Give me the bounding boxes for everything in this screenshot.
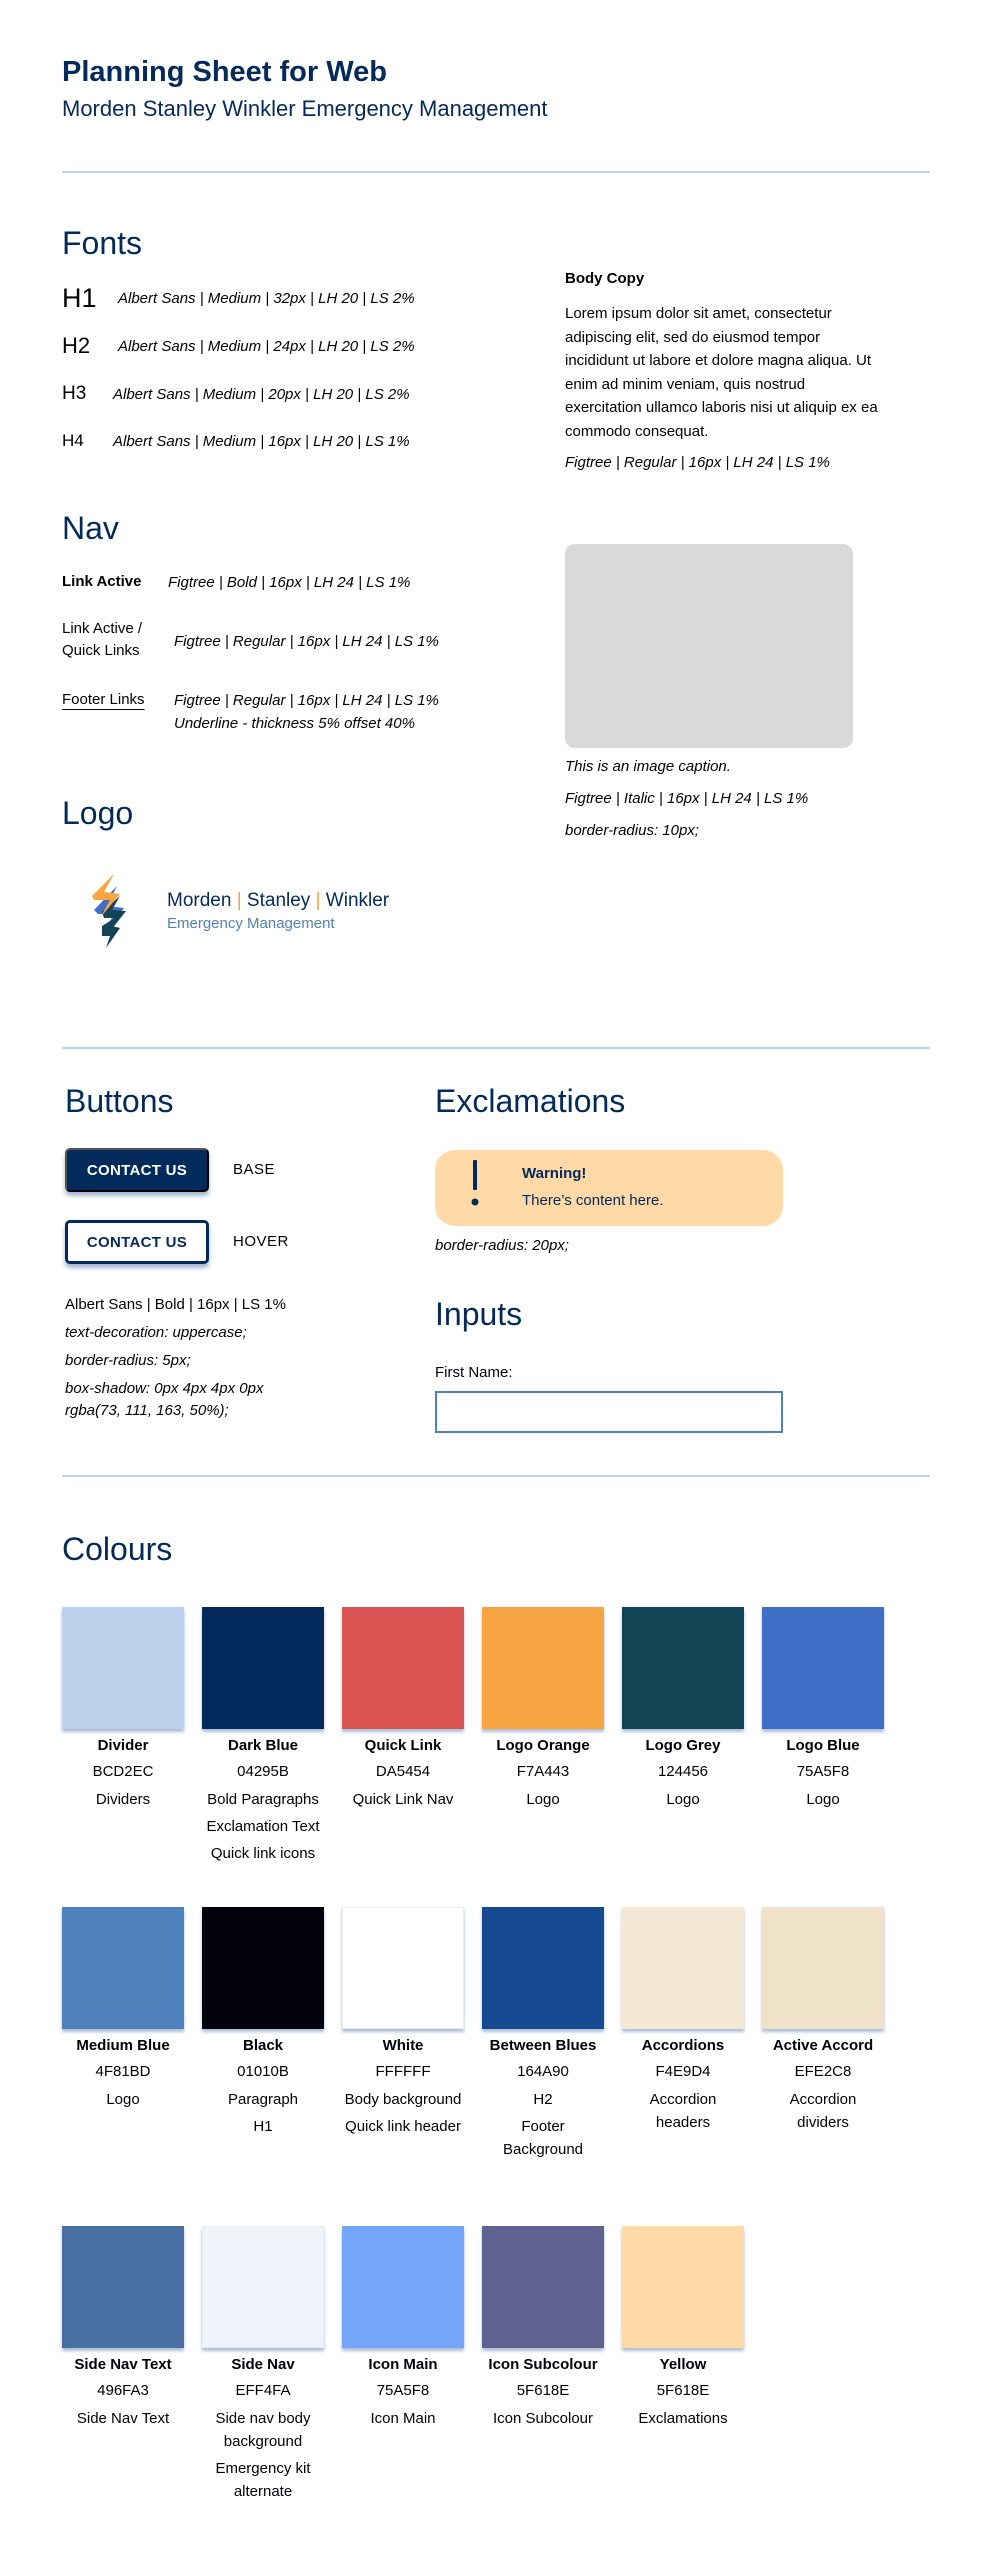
colour-hex: BCD2EC [92,1763,154,1780]
colour-swatch [202,1907,324,2142]
colour-uses [62,1788,184,1811]
colour-swatch [762,1907,884,2138]
colour-hex: F4E9D4 [655,2063,711,2080]
colour-uses [762,1788,884,1811]
colour-uses [62,2088,184,2111]
colour-name: Divider [97,1737,149,1754]
exclamations-heading: Exclamations [435,1083,626,1119]
colour-uses [342,2088,464,2138]
colour-uses [622,1788,744,1811]
colours-heading: Colours [62,1531,173,1567]
colour-hex: EFE2C8 [794,2063,852,2080]
colour-chip [622,2226,744,2348]
colour-uses [482,2088,604,2161]
colour-hex: 01010B [237,2063,289,2080]
contact-us-button-base[interactable]: CONTACT US [65,1148,209,1192]
logo-mark-icon [90,874,132,948]
nav-footer-links-spec-line: Underline - thickness 5% offset 40% [174,715,415,732]
colour-chip [622,1607,744,1729]
exclamation-icon [467,1158,483,1208]
colour-hex: 164A90 [517,2063,569,2080]
warning-text: There’s content here. [522,1192,664,1209]
nav-footer-links-label[interactable]: Footer Links [62,691,145,708]
warning-title: Warning! [522,1165,587,1182]
image-placeholder [565,544,853,748]
colour-swatch [622,1607,744,1815]
logo-tagline: Emergency Management [167,915,335,932]
colour-swatch [342,1607,464,1815]
colour-swatch [62,1907,184,2115]
colour-use: Side nav body background [215,2410,311,2450]
colour-chip [622,1907,744,2029]
colour-use: Footer Background [502,2118,584,2158]
colour-hex: 496FA3 [97,2382,149,2399]
colour-chip [62,1607,184,1729]
colour-hex: 5F618E [656,2382,710,2399]
colour-use: Body background [344,2091,462,2108]
first-name-input[interactable] [435,1391,783,1433]
colour-swatch [202,2226,324,2507]
colour-use: Logo [666,1791,700,1808]
first-name-label: First Name: [435,1364,513,1381]
colour-name: Icon Subcolour [488,2356,598,2373]
colour-name: Logo Blue [786,1737,860,1754]
colour-use: Logo [106,2091,140,2108]
colour-hex: EFF4FA [235,2382,291,2399]
colour-use: Exclamations [638,2410,728,2427]
colour-swatch [482,1907,604,2165]
colour-uses [482,2407,604,2430]
divider [62,1475,930,1477]
colour-chip [342,1907,464,2029]
colour-name: Side Nav Text [74,2356,172,2373]
nav-quick-links-spec: Figtree | Regular | 16px | LH 24 | LS 1% [174,633,439,650]
colour-name: White [382,2037,424,2054]
colour-chip [482,2226,604,2348]
colour-hex: FFFFFF [375,2063,431,2080]
font-tag: H2 [62,333,91,358]
colour-chip [762,1907,884,2029]
divider [62,171,930,173]
colour-use: Icon Main [370,2410,436,2427]
font-spec: Albert Sans | Medium | 24px | LH 20 | LS 2% [118,337,415,355]
colour-swatch [622,2226,744,2434]
colour-use: Quick Link Nav [352,1791,454,1808]
nav-link-active-label: Link Active [62,573,142,590]
colour-name: Between Blues [489,2037,597,2054]
colour-swatch [342,2226,464,2434]
button-spec-shadow-color: rgba(73, 111, 163, 50%); [65,1402,229,1419]
colour-chip [62,2226,184,2348]
button-spec-radius: border-radius: 5px; [65,1352,191,1369]
colour-hex: 5F618E [516,2382,570,2399]
nav-heading: Nav [62,510,119,546]
colour-use: Exclamation Text [206,1818,320,1835]
logo-separator: | [236,890,242,911]
nav-link-active-spec: Figtree | Bold | 16px | LH 24 | LS 1% [168,574,411,591]
colour-swatch [62,2226,184,2434]
colour-use: Emergency kit alternate [215,2460,311,2500]
colour-uses [62,2407,184,2430]
colour-chip [202,1907,324,2029]
colour-hex: 4F81BD [95,2063,151,2080]
colour-uses [762,2088,884,2134]
colour-chip [202,1607,324,1729]
colour-name: Quick Link [364,1737,442,1754]
page-title: Planning Sheet for Web [62,56,387,88]
colour-use: Icon Subcolour [492,2410,594,2427]
colour-name: Medium Blue [76,2037,170,2054]
colour-use: Side Nav Text [76,2410,170,2427]
colour-chip [62,1907,184,2029]
font-row-h2 [62,331,415,361]
colour-name: Black [242,2037,284,2054]
font-spec: Albert Sans | Medium | 16px | LH 20 | LS 1% [113,432,410,450]
buttons-heading: Buttons [65,1083,174,1119]
font-spec: Albert Sans | Medium | 32px | LH 20 | LS 2% [118,289,415,307]
warning-box [435,1150,783,1226]
colour-uses [202,2407,324,2503]
colour-swatch [342,1907,464,2142]
colour-chip [762,1607,884,1729]
colour-hex: 75A5F8 [796,1763,850,1780]
warning-spec: border-radius: 20px; [435,1237,569,1254]
colour-use: Paragraph [227,2091,299,2108]
body-copy-spec: Figtree | Regular | 16px | LH 24 | LS 1% [565,454,830,471]
font-tag: H3 [62,383,87,404]
button-state-base: BASE [233,1161,276,1178]
colour-swatch [622,1907,744,2138]
colour-name: Logo Orange [496,1737,590,1754]
logo-separator: | [315,890,321,911]
colour-swatch [202,1607,324,1869]
nav-footer-links-spec-line: Figtree | Regular | 16px | LH 24 | LS 1% [174,692,439,709]
page-subtitle: Morden Stanley Winkler Emergency Management [62,96,548,121]
colour-hex: F7A443 [516,1763,570,1780]
font-tag: H1 [62,282,97,313]
colour-hex: 124456 [657,1763,709,1780]
colour-uses [482,1788,604,1811]
colour-use: Quick link icons [210,1845,316,1862]
nav-quick-links-label-line: Link Active / [62,620,143,637]
colour-uses [622,2088,744,2134]
divider [62,1047,930,1049]
colour-name: Yellow [659,2356,707,2373]
inputs-heading: Inputs [435,1296,523,1332]
font-tag: H4 [62,431,84,450]
colour-chip [482,1907,604,2029]
colour-hex: DA5454 [375,1763,431,1780]
colour-use: Logo [526,1791,560,1808]
colour-name: Logo Grey [645,1737,721,1754]
colour-name: Accordions [641,2037,725,2054]
colour-name: Icon Main [368,2356,438,2373]
colour-chip [342,1607,464,1729]
logo-name-winkler: Winkler [325,890,390,911]
colour-swatch [482,1607,604,1815]
button-spec-text: text-decoration: uppercase; [65,1324,247,1341]
colour-hex: 04295B [237,1763,289,1780]
colour-name: Dark Blue [227,1737,299,1754]
logo-name-morden: Morden [167,890,232,911]
nav-footer-links-spec [174,689,439,735]
button-state-hover: HOVER [233,1233,289,1250]
colour-use: Accordion dividers [789,2091,857,2131]
colour-use: Logo [806,1791,840,1808]
button-spec-shadow: box-shadow: 0px 4px 4px 0px [65,1380,264,1397]
logo-name-stanley: Stanley [246,890,311,911]
colour-use: Bold Paragraphs [207,1791,319,1808]
contact-us-button-hover[interactable]: CONTACT US [65,1220,209,1264]
fonts-heading: Fonts [62,225,143,261]
colour-uses [622,2407,744,2430]
colour-uses [342,2407,464,2430]
image-caption-spec: Figtree | Italic | 16px | LH 24 | LS 1% [565,790,809,807]
font-row-h1 [62,283,415,313]
nav-quick-links-label-line: Quick Links [62,642,140,659]
colour-chip [342,2226,464,2348]
body-copy-label: Body Copy [565,270,645,287]
colour-swatch [762,1607,884,1815]
button-spec-font: Albert Sans | Bold | 16px | LS 1% [65,1296,286,1313]
colour-swatch [62,1607,184,1815]
colour-name: Active Accord [772,2037,874,2054]
logo-heading: Logo [62,795,134,831]
colour-swatch [482,2226,604,2434]
colour-name: Side Nav [231,2356,295,2373]
font-row-h3 [62,379,410,409]
image-caption: This is an image caption. [565,758,731,775]
colour-chip [482,1607,604,1729]
colour-use: H2 [533,2091,553,2108]
colour-hex: 75A5F8 [376,2382,430,2399]
colour-uses [202,1788,324,1865]
font-spec: Albert Sans | Medium | 20px | LH 20 | LS 2% [113,385,410,403]
nav-quick-links-label [62,618,142,662]
image-radius-spec: border-radius: 10px; [565,822,699,839]
colour-uses [202,2088,324,2138]
colour-use: Accordion headers [649,2091,717,2131]
colour-chip [202,2226,324,2348]
colour-uses [342,1788,464,1811]
body-copy-sample: Lorem ipsum dolor sit amet, consectetur adipiscing elit, sed do eiusmod tempor incididunt ut labore et dolore magna aliqua. Ut enim ad minim veniam, quis nostrud exercitation ullamco laboris nisi ut aliquip ex ea commodo consequat. [565,305,878,440]
colour-use: Quick link header [345,2118,461,2135]
colour-use: Dividers [95,1791,151,1808]
font-row-h4 [62,426,410,456]
logo-wordmark [167,890,389,912]
colour-use: H1 [253,2118,273,2135]
